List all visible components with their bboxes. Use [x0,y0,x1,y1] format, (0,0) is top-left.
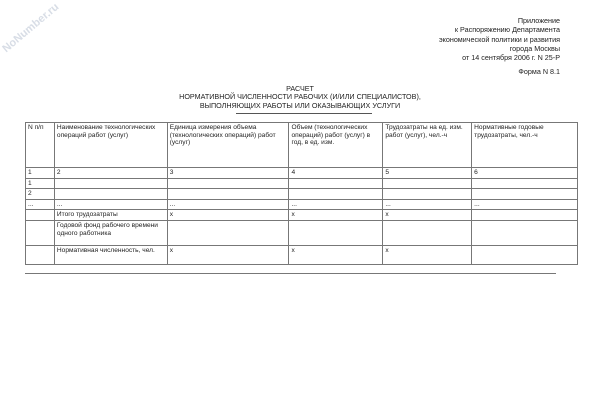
table-cell [472,220,578,245]
header-cell: N п/п [26,123,55,168]
table-cell: x [167,210,289,221]
header-cell: Наименование технологических операций работ (услуг) [54,123,167,168]
table-cell [472,178,578,189]
table-cell [26,245,55,264]
table-cell [167,220,289,245]
header-cell: Объем (технологических операций) работ (услуг) в год, в ед. изм. [289,123,383,168]
calculation-table [25,122,578,265]
table-cell [383,189,472,200]
table-cell: ... [167,199,289,210]
appendix-line: Приложение [517,16,560,25]
table-cell [26,220,55,245]
table-cell: x [383,245,472,264]
table-cell: 3 [167,168,289,179]
table-cell [54,178,167,189]
table-cell [289,220,383,245]
table-cell: 2 [26,189,55,200]
title-line: РАСЧЕТ [286,84,314,93]
table-cell [26,210,55,221]
table-row [26,210,578,221]
form-number: Форма N 8.1 [518,67,560,76]
table-cell [289,189,383,200]
table-cell: Итого трудозатраты [54,210,167,221]
table-cell: ... [472,199,578,210]
table-cell [54,189,167,200]
appendix-line: экономической политики и развития [438,34,560,44]
table-row [26,220,578,245]
table-cell: 6 [472,168,578,179]
table-cell [289,178,383,189]
table-row [26,168,578,179]
title-line: ВЫПОЛНЯЮЩИХ РАБОТЫ ИЛИ ОКАЗЫВАЮЩИХ УСЛУГИ [199,100,401,110]
title-line: НОРМАТИВНОЙ ЧИСЛЕННОСТИ РАБОЧИХ (И/ИЛИ СПЕЦИАЛИСТОВ), [179,92,421,102]
appendix-line: города Москвы [509,43,560,53]
table-cell: 4 [289,168,383,179]
watermark: NoNumber.ru [0,1,62,55]
bottom-divider [25,273,556,274]
table-cell: x [289,245,383,264]
table-row [26,178,578,189]
header-cell: Нормативные годовые трудозатраты, чел.-ч [472,123,578,168]
table-cell [472,210,578,221]
table-cell: x [167,245,289,264]
appendix-line: к Распоряжению Департамента [454,25,560,35]
table-cell: 2 [54,168,167,179]
table-cell: ... [26,199,55,210]
table-cell: 5 [383,168,472,179]
table-cell [167,189,289,200]
table-cell: ... [54,199,167,210]
table-row [26,199,578,210]
table-cell: 1 [26,178,55,189]
table-cell [167,178,289,189]
title-underline [236,113,372,114]
table-cell [383,178,472,189]
table-cell [383,220,472,245]
header-cell: Единица измерения объема (технологических операций) работ (услуг) [167,123,289,168]
table-cell [472,189,578,200]
table-cell: x [383,210,472,221]
appendix-line: от 14 сентября 2006 г. N 25-Р [462,53,560,63]
table-row [26,245,578,264]
header-row [26,123,578,168]
table-row [26,189,578,200]
table-cell [472,245,578,264]
table-cell: ... [383,199,472,210]
table-cell: x [289,210,383,221]
table-cell: Нормативная численность, чел. [54,245,167,264]
table-cell: 1 [26,168,55,179]
table-cell: Годовой фонд рабочего времени одного работника [54,220,167,245]
table-cell: ... [289,199,383,210]
document-title [0,85,600,110]
header-cell: Трудозатраты на ед. изм. работ (услуг), чел.-ч [383,123,472,168]
appendix-note [439,16,560,62]
